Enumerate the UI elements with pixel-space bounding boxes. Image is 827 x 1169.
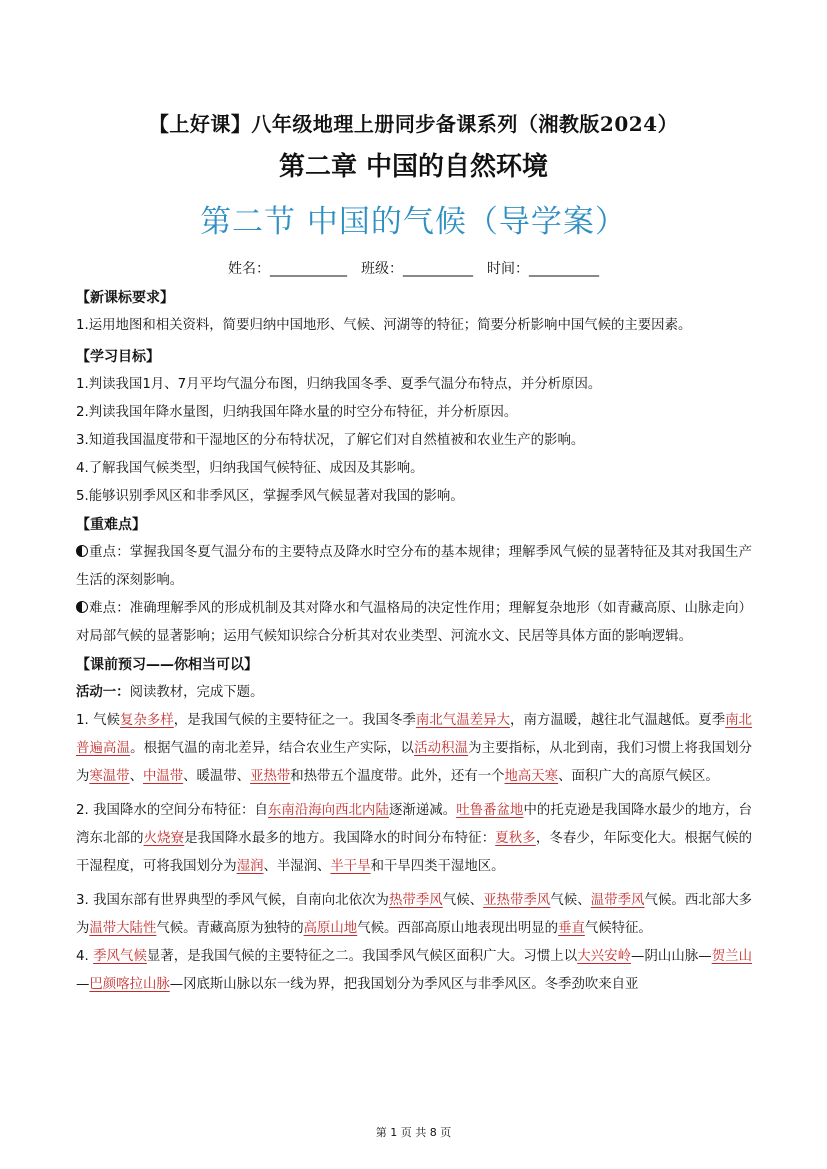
answer: 复杂多样	[120, 713, 174, 728]
objective-item: 5.能够识别季风区和非季风区，掌握季风气候显著对我国的影响。	[76, 489, 464, 504]
answer: 贺兰山	[711, 949, 753, 964]
answer: 亚热带季风	[483, 893, 551, 908]
preview-heading: 【课前预习——你相当可以】	[76, 657, 258, 673]
student-info-line	[0, 258, 827, 278]
standards-item: 1.运用地图和相关资料，简要归纳中国地形、气候、河湖等的特征；简要分析影响中国气候的主要因素。	[76, 318, 692, 333]
objectives-heading: 【学习目标】	[76, 349, 160, 365]
answer: 夏秋多	[495, 831, 536, 846]
document-body	[76, 284, 752, 999]
answer: 东南沿海向西北内陆	[267, 803, 389, 818]
section-title: 第二节 中国的气候（导学案）	[200, 204, 627, 240]
preview-paragraph-1: 1. 气候复杂多样，是我国气候的主要特征之一。我国冬季南北气温差异大，南方温暖，越往北气温越低。夏季南北普遍高温。根据气温的南北差异，结合农业生产实际，以活动积温为主要指标，从北到南，我们习惯上将我国划分为寒温带、中温带、暖温带、亚热带和热带五个温度带。此外，还有一个地高天寒、面积广大的高原气候区。	[76, 713, 753, 784]
preview-paragraph-2: 2. 我国降水的空间分布特征：自东南沿海向西北内陆逐渐递减。吐鲁番盆地中的托克逊是我国降水最少的地方，台湾东北部的火烧寮是我国降水最多的地方。我国降水的时间分布特征：夏秋多，冬春少，年际变化大。根据气候的干湿程度，可将我国划分为湿润、半湿润、半干旱和干旱四类干湿地区。	[76, 803, 753, 874]
class-label: 班级：	[361, 261, 403, 277]
answer: 垂直	[558, 921, 585, 936]
answer: 吐鲁番盆地	[456, 803, 524, 818]
answer: 地高天寒	[504, 769, 559, 784]
time-label: 时间：	[487, 261, 529, 277]
difficulty-text: 难点：准确理解季风的形成机制及其对降水和气温格局的决定性作用；理解复杂地形（如青藏高原、山脉走向）对局部气候的显著影响；运用气候知识综合分析其对农业类型、河流水文、民居等具体方面的影响逻辑。	[76, 601, 752, 644]
difficulty-point	[76, 595, 752, 651]
class-blank[interactable]: __________	[403, 261, 473, 277]
name-label: 姓名：	[228, 261, 270, 277]
answer: 大兴安岭	[577, 949, 632, 964]
page-footer: 第 1 页 共 8 页	[375, 1126, 452, 1139]
activity-label: 活动一：	[76, 685, 130, 700]
answer: 温带季风	[590, 893, 645, 908]
focus-point	[76, 539, 752, 595]
answer: 火烧寮	[143, 831, 185, 846]
standards-heading: 【新课标要求】	[76, 290, 174, 306]
answer: 高原山地	[303, 921, 358, 936]
answer: 南北气温差异大	[415, 713, 511, 728]
activity-line	[76, 679, 752, 707]
key-points-heading: 【重难点】	[76, 517, 146, 533]
answer: 巴颜喀拉山脉	[89, 977, 170, 992]
objective-item: 4.了解我国气候类型，归纳我国气候特征、成因及其影响。	[76, 461, 424, 476]
answer: 热带季风	[388, 893, 443, 908]
objective-item: 2.判读我国年降水量图，归纳我国年降水量的时空分布特征，并分析原因。	[76, 405, 518, 420]
answer: 寒温带	[89, 769, 130, 784]
answer: 半干旱	[330, 859, 371, 874]
activity-text: 阅读教材，完成下题。	[129, 685, 264, 700]
series-title: 【上好课】八年级地理上册同步备课系列（湘教版2024）	[148, 112, 679, 136]
preview-paragraph-3: 3. 我国东部有世界典型的季风气候，自南向北依次为热带季风气候、亚热带季风气候、温带季风气候。西北部大多为温带大陆性气候。青藏高原为独特的高原山地气候。西部高原山地表现出明显的垂直气候特征。	[76, 893, 753, 936]
name-blank[interactable]: ___________	[270, 261, 347, 277]
objective-item: 1.判读我国1月、7月平均气温分布图，归纳我国冬季、夏季气温分布特点，并分析原因。	[76, 377, 602, 392]
chapter-title: 第二章 中国的自然环境	[278, 152, 549, 182]
focus-text: 重点：掌握我国冬夏气温分布的主要特点及降水时空分布的基本规律；理解季风气候的显著特征及其对我国生产生活的深刻影响。	[76, 545, 752, 588]
answer: 亚热带	[250, 769, 291, 784]
answer: 湿润	[236, 859, 264, 874]
answer: 活动积温	[414, 741, 469, 756]
answer: 温带大陆性	[89, 921, 157, 936]
time-blank[interactable]: __________	[529, 261, 599, 277]
half-circle-bullet-icon	[76, 545, 88, 557]
answer: 中温带	[142, 769, 184, 784]
answer: 季风气候	[93, 949, 147, 964]
preview-paragraph-4: 4. 季风气候显著，是我国气候的主要特征之二。我国季风气候区面积广大。习惯上以大兴安岭—阴山山脉—贺兰山—巴颜喀拉山脉—冈底斯山脉以东一线为界，把我国划分为季风区与非季风区。冬季劲吹来自亚	[76, 949, 753, 992]
half-circle-bullet-icon	[76, 601, 88, 613]
objective-item: 3.知道我国温度带和干湿地区的分布特状况，了解它们对自然植被和农业生产的影响。	[76, 433, 585, 448]
answer: 南北普遍高温	[76, 713, 753, 756]
